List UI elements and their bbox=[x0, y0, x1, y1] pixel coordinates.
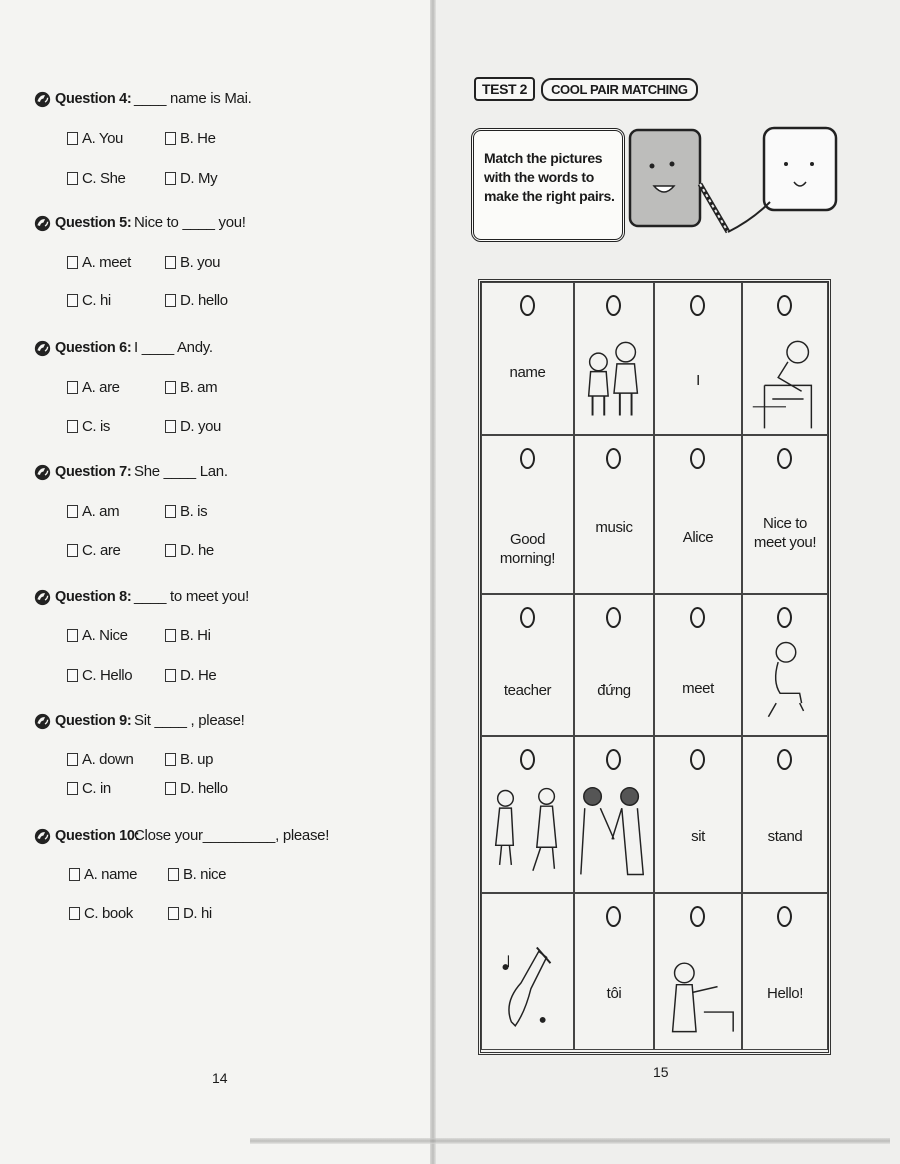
checkbox[interactable] bbox=[165, 669, 176, 682]
grid-cell[interactable] bbox=[654, 893, 742, 1050]
checkbox[interactable] bbox=[168, 907, 179, 920]
option-label: B. Hi bbox=[180, 627, 211, 644]
instruction-box bbox=[471, 128, 625, 242]
grid-cell[interactable] bbox=[481, 282, 574, 435]
question-text: She ____ Lan. bbox=[134, 463, 228, 480]
option-label: B. He bbox=[180, 130, 216, 147]
option-label: D. you bbox=[180, 418, 221, 435]
grid-cell[interactable] bbox=[574, 594, 654, 736]
option-label: C. are bbox=[82, 542, 121, 559]
answer-circle[interactable] bbox=[777, 749, 792, 770]
question-label: Question 7: bbox=[55, 464, 132, 480]
checkbox[interactable] bbox=[67, 753, 78, 766]
question-label: Question 10: bbox=[55, 828, 140, 844]
grid-cell[interactable] bbox=[742, 435, 828, 594]
question-bullet-icon bbox=[34, 340, 51, 357]
answer-circle[interactable] bbox=[606, 906, 621, 927]
option-a[interactable] bbox=[67, 379, 120, 396]
option-b[interactable] bbox=[165, 254, 220, 271]
option-label: C. in bbox=[82, 780, 111, 797]
option-label: B. am bbox=[180, 379, 218, 396]
option-b[interactable] bbox=[165, 627, 211, 644]
question-text: I ____ Andy. bbox=[134, 339, 213, 356]
grid-cell[interactable] bbox=[654, 282, 742, 435]
option-label: A. are bbox=[82, 379, 120, 396]
option-a[interactable] bbox=[69, 866, 137, 883]
question-text: ____ to meet you! bbox=[134, 588, 249, 605]
cell-word: tôi bbox=[606, 985, 622, 1002]
question-8 bbox=[34, 586, 249, 684]
option-label: C. She bbox=[82, 170, 126, 187]
question-bullet-icon bbox=[34, 464, 51, 481]
question-4 bbox=[34, 88, 252, 187]
checkbox[interactable] bbox=[67, 544, 78, 557]
question-text: ____ name is Mai. bbox=[134, 90, 252, 107]
answer-circle[interactable] bbox=[520, 295, 535, 316]
cell-word: Hello! bbox=[767, 985, 803, 1002]
answer-circle[interactable] bbox=[520, 448, 535, 469]
checkbox[interactable] bbox=[168, 868, 179, 881]
option-label: A. Nice bbox=[82, 627, 128, 644]
checkbox[interactable] bbox=[67, 505, 78, 518]
checkbox[interactable] bbox=[165, 505, 176, 518]
page-number-right: 15 bbox=[653, 1064, 669, 1080]
boy-on-chair-picture bbox=[743, 283, 827, 434]
option-label: B. you bbox=[180, 254, 221, 271]
cell-word: music bbox=[595, 519, 633, 536]
answer-circle[interactable] bbox=[690, 448, 705, 469]
option-d[interactable] bbox=[168, 905, 212, 922]
cell-word: stand bbox=[767, 828, 803, 845]
option-c[interactable] bbox=[67, 170, 125, 187]
option-c[interactable] bbox=[67, 418, 110, 435]
matching-grid bbox=[478, 279, 831, 1055]
option-d[interactable] bbox=[165, 170, 217, 187]
option-label: C. book bbox=[84, 905, 133, 922]
girls-picture bbox=[575, 283, 653, 434]
question-10 bbox=[34, 825, 330, 922]
checkbox[interactable] bbox=[165, 256, 176, 269]
option-a[interactable] bbox=[67, 751, 133, 768]
option-label: D. My bbox=[180, 170, 218, 187]
option-b[interactable] bbox=[165, 503, 207, 520]
option-label: C. is bbox=[82, 418, 111, 435]
option-b[interactable] bbox=[165, 130, 216, 147]
checkbox[interactable] bbox=[69, 868, 80, 881]
grid-cell[interactable] bbox=[574, 282, 654, 435]
question-bullet-icon bbox=[34, 589, 51, 606]
option-label: B. nice bbox=[183, 866, 227, 883]
grid-cell[interactable] bbox=[742, 594, 828, 736]
answer-circle[interactable] bbox=[520, 607, 535, 628]
grid-cell[interactable] bbox=[654, 594, 742, 736]
cell-word: Nice to meet you! bbox=[753, 515, 817, 551]
option-b[interactable] bbox=[165, 379, 217, 396]
grid-cell[interactable] bbox=[654, 736, 742, 893]
grid-cell[interactable] bbox=[574, 893, 654, 1050]
option-c[interactable] bbox=[67, 542, 120, 559]
option-label: D. hello bbox=[180, 292, 228, 309]
cell-word: Good morning! bbox=[499, 531, 556, 567]
question-label: Question 5: bbox=[55, 215, 132, 231]
checkbox[interactable] bbox=[67, 294, 78, 307]
cell-word: meet bbox=[682, 680, 714, 697]
option-label: A. meet bbox=[82, 254, 131, 271]
question-bullet-icon bbox=[34, 215, 51, 232]
question-bullet-icon bbox=[34, 91, 51, 108]
checkbox[interactable] bbox=[165, 381, 176, 394]
cell-word: name bbox=[509, 364, 546, 381]
page-number-left: 14 bbox=[212, 1070, 228, 1086]
option-label: D. He bbox=[180, 667, 217, 684]
cell-word: teacher bbox=[503, 682, 552, 699]
option-a[interactable] bbox=[67, 254, 131, 271]
cartoon-faces-illustration bbox=[624, 124, 844, 248]
greeting-people-picture bbox=[482, 737, 573, 892]
checkbox[interactable] bbox=[67, 782, 78, 795]
option-label: A. down bbox=[82, 751, 134, 768]
option-label: A. name bbox=[84, 866, 138, 883]
grid-cell[interactable] bbox=[481, 736, 574, 893]
handshake-picture bbox=[575, 737, 653, 892]
option-c[interactable] bbox=[67, 780, 111, 797]
checkbox[interactable] bbox=[67, 381, 78, 394]
trumpet-picture bbox=[482, 894, 573, 1049]
grid-cell[interactable] bbox=[654, 435, 742, 594]
sitting-boy-picture bbox=[743, 595, 827, 735]
book-gutter bbox=[430, 0, 436, 1164]
checkbox[interactable] bbox=[67, 132, 78, 145]
answer-circle[interactable] bbox=[777, 906, 792, 927]
cell-word: I bbox=[696, 372, 700, 389]
test-label: TEST 2 bbox=[474, 77, 535, 101]
checkbox[interactable] bbox=[165, 132, 176, 145]
option-d[interactable] bbox=[165, 418, 221, 435]
checkbox[interactable] bbox=[165, 294, 176, 307]
test-header bbox=[474, 72, 698, 106]
checkbox[interactable] bbox=[165, 782, 176, 795]
grid-cell[interactable] bbox=[481, 594, 574, 736]
question-text: Close your_________, please! bbox=[134, 827, 330, 844]
test-title: COOL PAIR MATCHING bbox=[541, 78, 698, 101]
teacher-at-board-picture bbox=[655, 894, 741, 1049]
option-label: A. am bbox=[82, 503, 120, 520]
option-c[interactable] bbox=[67, 292, 111, 309]
answer-circle[interactable] bbox=[777, 448, 792, 469]
question-7 bbox=[34, 461, 228, 559]
checkbox[interactable] bbox=[67, 256, 78, 269]
checkbox[interactable] bbox=[165, 629, 176, 642]
option-c[interactable] bbox=[67, 667, 132, 684]
option-label: B. up bbox=[180, 751, 214, 768]
grid-cell[interactable] bbox=[481, 893, 574, 1050]
option-label: D. hi bbox=[183, 905, 212, 922]
option-label: C. Hello bbox=[82, 667, 133, 684]
option-label: A. You bbox=[82, 130, 123, 147]
question-label: Question 9: bbox=[55, 713, 132, 729]
answer-circle[interactable] bbox=[606, 607, 621, 628]
option-d[interactable] bbox=[165, 542, 214, 559]
option-a[interactable] bbox=[67, 627, 128, 644]
question-5 bbox=[34, 212, 246, 309]
question-6 bbox=[34, 337, 221, 435]
option-label: D. hello bbox=[180, 780, 228, 797]
option-label: D. he bbox=[180, 542, 214, 559]
question-text: Sit ____ , please! bbox=[134, 712, 245, 729]
question-label: Question 6: bbox=[55, 340, 132, 356]
option-d[interactable] bbox=[165, 780, 228, 797]
cell-word: sit bbox=[691, 828, 705, 845]
checkbox[interactable] bbox=[67, 172, 78, 185]
answer-circle[interactable] bbox=[606, 448, 621, 469]
cell-word: đứng bbox=[597, 682, 631, 699]
question-text: Nice to ____ you! bbox=[134, 214, 246, 231]
question-bullet-icon bbox=[34, 828, 51, 845]
cell-word: Alice bbox=[682, 529, 714, 546]
grid-cell[interactable] bbox=[481, 435, 574, 594]
grid-cell[interactable] bbox=[742, 282, 828, 435]
option-b[interactable] bbox=[165, 751, 213, 768]
grid-cell[interactable] bbox=[742, 893, 828, 1050]
question-label: Question 8: bbox=[55, 589, 132, 605]
option-c[interactable] bbox=[69, 905, 133, 922]
option-b[interactable] bbox=[168, 866, 226, 883]
option-a[interactable] bbox=[67, 130, 123, 147]
checkbox[interactable] bbox=[165, 753, 176, 766]
option-d[interactable] bbox=[165, 667, 216, 684]
option-label: C. hi bbox=[82, 292, 111, 309]
page-edge bbox=[250, 1138, 890, 1144]
option-a[interactable] bbox=[67, 503, 119, 520]
option-label: B. is bbox=[180, 503, 208, 520]
checkbox[interactable] bbox=[67, 420, 78, 433]
grid-cell[interactable] bbox=[742, 736, 828, 893]
checkbox[interactable] bbox=[165, 544, 176, 557]
answer-circle[interactable] bbox=[690, 295, 705, 316]
checkbox[interactable] bbox=[165, 172, 176, 185]
checkbox[interactable] bbox=[67, 629, 78, 642]
grid-cell[interactable] bbox=[574, 435, 654, 594]
question-9 bbox=[34, 710, 245, 797]
option-d[interactable] bbox=[165, 292, 228, 309]
question-bullet-icon bbox=[34, 713, 51, 730]
answer-circle[interactable] bbox=[690, 749, 705, 770]
checkbox[interactable] bbox=[165, 420, 176, 433]
instruction-text: Match the pictures with the words to make the right pairs. bbox=[484, 150, 615, 204]
answer-circle[interactable] bbox=[690, 607, 705, 628]
checkbox[interactable] bbox=[67, 669, 78, 682]
grid-cell[interactable] bbox=[574, 736, 654, 893]
checkbox[interactable] bbox=[69, 907, 80, 920]
question-label: Question 4: bbox=[55, 91, 132, 107]
